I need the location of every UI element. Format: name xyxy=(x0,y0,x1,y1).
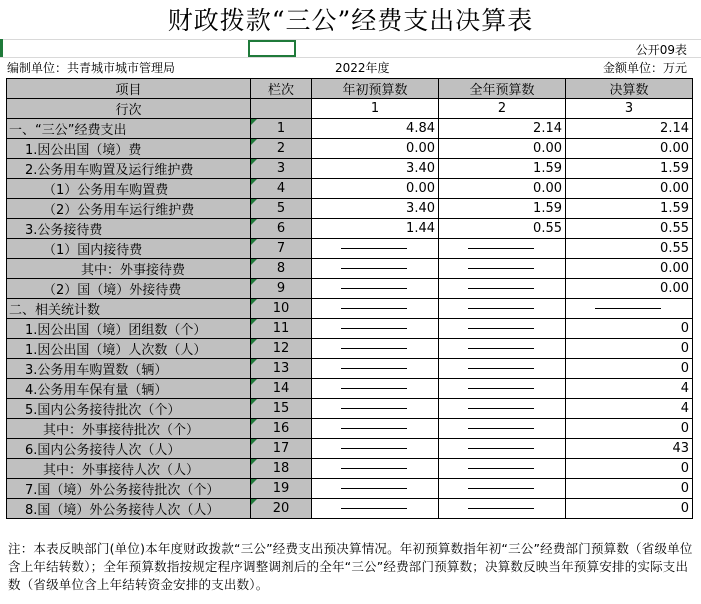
final-account-cell[interactable]: 0 xyxy=(566,339,693,359)
annual-budget-cell[interactable] xyxy=(439,239,566,259)
cell-flag-icon xyxy=(251,499,257,505)
not-applicable-dash xyxy=(468,268,534,269)
table-row xyxy=(7,179,693,199)
row-seq[interactable] xyxy=(251,259,312,279)
final-account-cell[interactable]: 43 xyxy=(566,439,693,459)
row-seq-number: 6 xyxy=(276,221,286,236)
row-label[interactable]: 7.国（境）外公务接待批次（个） xyxy=(7,479,251,499)
table-row xyxy=(7,419,693,439)
row-seq[interactable] xyxy=(251,379,312,399)
row-seq[interactable] xyxy=(251,479,312,499)
annual-budget-cell[interactable]: 1.59 xyxy=(439,159,566,179)
gridline xyxy=(0,39,701,40)
annual-budget-cell[interactable] xyxy=(439,399,566,419)
initial-budget-cell[interactable]: 4.84 xyxy=(312,119,439,139)
not-applicable-dash xyxy=(468,288,534,289)
not-applicable-dash xyxy=(468,308,534,309)
header-item[interactable]: 项目 xyxy=(7,79,251,99)
table-row xyxy=(7,299,693,319)
row-seq[interactable] xyxy=(251,319,312,339)
header-index-1[interactable]: 1 xyxy=(312,99,439,119)
table-row xyxy=(7,139,693,159)
row-seq-number: 4 xyxy=(276,181,286,196)
not-applicable-dash xyxy=(468,328,534,329)
not-applicable-dash xyxy=(341,408,407,409)
row-seq-number: 11 xyxy=(272,321,290,336)
row-label[interactable]: 1.因公出国（境）团组数（个） xyxy=(7,319,251,339)
table-row xyxy=(7,379,693,399)
not-applicable-dash xyxy=(341,248,407,249)
not-applicable-dash xyxy=(468,248,534,249)
annual-budget-cell[interactable]: 0.55 xyxy=(439,219,566,239)
not-applicable-dash xyxy=(595,308,661,309)
initial-budget-cell[interactable] xyxy=(312,479,439,499)
cell-flag-icon xyxy=(251,339,257,345)
row-seq-number: 14 xyxy=(272,381,290,396)
cell-flag-icon xyxy=(251,119,257,125)
initial-budget-cell[interactable] xyxy=(312,339,439,359)
not-applicable-dash xyxy=(468,448,534,449)
not-applicable-dash xyxy=(341,488,407,489)
row-seq[interactable] xyxy=(251,199,312,219)
table-row xyxy=(7,499,693,519)
fiscal-year: 2022年度 xyxy=(335,61,390,75)
not-applicable-dash xyxy=(468,388,534,389)
table-row xyxy=(7,459,693,479)
row-seq[interactable] xyxy=(251,279,312,299)
row-label[interactable]: 8.国（境）外公务接待人次（人） xyxy=(7,499,251,519)
row-label[interactable]: 3.公务用车购置数（辆） xyxy=(7,359,251,379)
row-label[interactable]: 3.公务接待费 xyxy=(7,219,251,239)
header-index-2[interactable]: 2 xyxy=(439,99,566,119)
header-seq-blank[interactable] xyxy=(251,99,312,119)
row-label[interactable]: 其中：外事接待费 xyxy=(7,259,251,279)
not-applicable-dash xyxy=(341,308,407,309)
row-label[interactable]: 4.公务用车保有量（辆） xyxy=(7,379,251,399)
cell-flag-icon xyxy=(251,399,257,405)
table-row xyxy=(7,279,693,299)
annual-budget-cell[interactable]: 1.59 xyxy=(439,199,566,219)
final-account-cell[interactable]: 2.14 xyxy=(566,119,693,139)
final-account-cell[interactable]: 0.00 xyxy=(566,179,693,199)
initial-budget-cell[interactable] xyxy=(312,439,439,459)
row-seq[interactable] xyxy=(251,299,312,319)
not-applicable-dash xyxy=(341,388,407,389)
row-label[interactable]: 2.公务用车购置及运行维护费 xyxy=(7,159,251,179)
final-account-cell[interactable]: 0 xyxy=(566,499,693,519)
row-seq-number: 9 xyxy=(276,281,286,296)
initial-budget-cell[interactable]: 0.00 xyxy=(312,179,439,199)
row-seq-number: 10 xyxy=(272,301,290,316)
annual-budget-cell[interactable] xyxy=(439,319,566,339)
header-final-account[interactable]: 决算数 xyxy=(566,79,693,99)
row-seq-number: 1 xyxy=(276,121,286,136)
not-applicable-dash xyxy=(341,428,407,429)
not-applicable-dash xyxy=(341,448,407,449)
not-applicable-dash xyxy=(468,488,534,489)
final-account-cell[interactable]: 4 xyxy=(566,399,693,419)
cell-flag-icon xyxy=(251,139,257,145)
row-seq[interactable] xyxy=(251,119,312,139)
annual-budget-cell[interactable]: 0.00 xyxy=(439,179,566,199)
annual-budget-cell[interactable]: 2.14 xyxy=(439,119,566,139)
annual-budget-cell[interactable] xyxy=(439,439,566,459)
row-seq-number: 19 xyxy=(272,481,290,496)
cell-flag-icon xyxy=(251,319,257,325)
table-row xyxy=(7,339,693,359)
form-code: 公开09表 xyxy=(635,43,687,57)
row-label[interactable]: 1.因公出国（境）人次数（人） xyxy=(7,339,251,359)
row-seq-number: 12 xyxy=(272,341,290,356)
row-seq-number: 17 xyxy=(272,441,290,456)
table-row xyxy=(7,479,693,499)
initial-budget-cell[interactable] xyxy=(312,299,439,319)
row-label[interactable]: 其中：外事接待批次（个） xyxy=(7,419,251,439)
initial-budget-cell[interactable] xyxy=(312,499,439,519)
row-label[interactable]: （1）国内接待费 xyxy=(7,239,251,259)
cell-flag-icon xyxy=(251,439,257,445)
final-account-cell[interactable]: 0.00 xyxy=(566,139,693,159)
final-account-cell[interactable]: 0.55 xyxy=(566,219,693,239)
row-seq[interactable] xyxy=(251,219,312,239)
row-seq-number: 2 xyxy=(276,141,286,156)
not-applicable-dash xyxy=(341,468,407,469)
not-applicable-dash xyxy=(468,508,534,509)
table-row xyxy=(7,239,693,259)
row-seq[interactable] xyxy=(251,139,312,159)
table-row xyxy=(7,159,693,179)
not-applicable-dash xyxy=(468,428,534,429)
initial-budget-cell[interactable]: 1.44 xyxy=(312,219,439,239)
expense-table xyxy=(6,78,693,519)
row-label[interactable]: 6.国内公务接待人次（人） xyxy=(7,439,251,459)
final-account-cell[interactable]: 0.00 xyxy=(566,259,693,279)
initial-budget-cell[interactable] xyxy=(312,259,439,279)
cell-flag-icon xyxy=(251,159,257,165)
cell-flag-icon xyxy=(251,419,257,425)
not-applicable-dash xyxy=(341,288,407,289)
final-account-cell[interactable]: 0.00 xyxy=(566,279,693,299)
row-seq[interactable] xyxy=(251,159,312,179)
annual-budget-cell[interactable] xyxy=(439,419,566,439)
row-seq-number: 16 xyxy=(272,421,290,436)
row-seq-number: 20 xyxy=(272,501,290,516)
cell-flag-icon xyxy=(251,359,257,365)
header-index-row xyxy=(7,99,693,119)
sheet-title: 财政拨款“三公”经费支出决算表 xyxy=(167,6,534,35)
cell-flag-icon xyxy=(251,299,257,305)
cell-flag-icon xyxy=(251,239,257,245)
cell-flag-icon xyxy=(251,259,257,265)
annual-budget-cell[interactable] xyxy=(439,339,566,359)
row-seq[interactable] xyxy=(251,239,312,259)
initial-budget-cell[interactable] xyxy=(312,419,439,439)
final-account-cell[interactable]: 1.59 xyxy=(566,199,693,219)
annual-budget-cell[interactable]: 0.00 xyxy=(439,139,566,159)
row-seq[interactable] xyxy=(251,419,312,439)
table-row xyxy=(7,399,693,419)
row-edge-marker xyxy=(0,39,3,57)
row-seq[interactable] xyxy=(251,179,312,199)
initial-budget-cell[interactable] xyxy=(312,359,439,379)
row-seq[interactable] xyxy=(251,359,312,379)
not-applicable-dash xyxy=(341,368,407,369)
table-row xyxy=(7,219,693,239)
annual-budget-cell[interactable] xyxy=(439,499,566,519)
row-seq-number: 18 xyxy=(272,461,290,476)
header-annual-budget[interactable]: 全年预算数 xyxy=(439,79,566,99)
table-row xyxy=(7,359,693,379)
table-row xyxy=(7,439,693,459)
table-row xyxy=(7,259,693,279)
compiling-unit: 编制单位：共青城市城市管理局 xyxy=(7,61,176,75)
header-initial-budget[interactable]: 年初预算数 xyxy=(312,79,439,99)
initial-budget-cell[interactable]: 3.40 xyxy=(312,199,439,219)
not-applicable-dash xyxy=(468,348,534,349)
gridline xyxy=(0,57,701,58)
initial-budget-cell[interactable] xyxy=(312,239,439,259)
header-seq[interactable]: 栏次 xyxy=(251,79,312,99)
initial-budget-cell[interactable] xyxy=(312,379,439,399)
not-applicable-dash xyxy=(341,508,407,509)
row-seq-number: 7 xyxy=(276,241,286,256)
final-account-cell[interactable]: 0 xyxy=(566,459,693,479)
final-account-cell[interactable]: 0 xyxy=(566,319,693,339)
row-seq-number: 8 xyxy=(276,261,286,276)
final-account-cell[interactable]: 0.55 xyxy=(566,239,693,259)
cell-flag-icon xyxy=(251,459,257,465)
not-applicable-dash xyxy=(341,348,407,349)
table-row xyxy=(7,199,693,219)
cell-flag-icon xyxy=(251,179,257,185)
row-seq-number: 13 xyxy=(272,361,290,376)
selected-cell[interactable] xyxy=(248,40,296,57)
header-row-index[interactable]: 行次 xyxy=(7,99,251,119)
row-seq[interactable] xyxy=(251,399,312,419)
final-account-cell[interactable] xyxy=(566,299,693,319)
final-account-cell[interactable]: 0 xyxy=(566,359,693,379)
row-label[interactable]: （2）公务用车运行维护费 xyxy=(7,199,251,219)
row-label[interactable]: 其中：外事接待人次（人） xyxy=(7,459,251,479)
row-seq-number: 3 xyxy=(276,161,286,176)
table-row xyxy=(7,319,693,339)
cell-flag-icon xyxy=(251,199,257,205)
header-index-3[interactable]: 3 xyxy=(566,99,693,119)
annual-budget-cell[interactable] xyxy=(439,299,566,319)
final-account-cell[interactable]: 4 xyxy=(566,379,693,399)
not-applicable-dash xyxy=(468,408,534,409)
table-row xyxy=(7,119,693,139)
cell-flag-icon xyxy=(251,279,257,285)
not-applicable-dash xyxy=(341,268,407,269)
annual-budget-cell[interactable] xyxy=(439,279,566,299)
row-seq[interactable] xyxy=(251,499,312,519)
initial-budget-cell[interactable] xyxy=(312,459,439,479)
initial-budget-cell[interactable] xyxy=(312,399,439,419)
row-seq[interactable] xyxy=(251,439,312,459)
cell-flag-icon xyxy=(251,479,257,485)
cell-flag-icon xyxy=(251,219,257,225)
row-label[interactable]: 二、相关统计数 xyxy=(7,299,251,319)
not-applicable-dash xyxy=(468,368,534,369)
initial-budget-cell[interactable] xyxy=(312,279,439,299)
amount-unit: 金额单位：万元 xyxy=(602,61,687,75)
header-row xyxy=(7,79,693,99)
row-label[interactable]: 一、“三公”经费支出 xyxy=(7,119,251,139)
not-applicable-dash xyxy=(468,468,534,469)
not-applicable-dash xyxy=(341,328,407,329)
row-seq-number: 5 xyxy=(276,201,286,216)
row-label[interactable]: 1.因公出国（境）费 xyxy=(7,139,251,159)
row-label[interactable]: 5.国内公务接待批次（个） xyxy=(7,399,251,419)
initial-budget-cell[interactable]: 0.00 xyxy=(312,139,439,159)
row-seq-number: 15 xyxy=(272,401,290,416)
annual-budget-cell[interactable] xyxy=(439,259,566,279)
annual-budget-cell[interactable] xyxy=(439,379,566,399)
row-seq[interactable] xyxy=(251,339,312,359)
initial-budget-cell[interactable]: 3.40 xyxy=(312,159,439,179)
final-account-cell[interactable]: 0 xyxy=(566,479,693,499)
annual-budget-cell[interactable] xyxy=(439,359,566,379)
cell-flag-icon xyxy=(251,379,257,385)
row-label[interactable]: （2）国（境）外接待费 xyxy=(7,279,251,299)
annual-budget-cell[interactable] xyxy=(439,479,566,499)
row-label[interactable]: （1）公务用车购置费 xyxy=(7,179,251,199)
row-seq[interactable] xyxy=(251,459,312,479)
final-account-cell[interactable]: 1.59 xyxy=(566,159,693,179)
final-account-cell[interactable]: 0 xyxy=(566,419,693,439)
initial-budget-cell[interactable] xyxy=(312,319,439,339)
footnote: 注：本表反映部门(单位)本年度财政拨款“三公”经费支出预决算情况。年初预算数指年初“三公”经费部门预算数（省级单位含上年结转数）；全年预算数指按规定程序调整调剂后的全年“三公”经费部门预算数；决算数反映当年预算安排的实际支出数（省级单位含上年结转资金安排的支出数）。 xyxy=(8,541,693,592)
annual-budget-cell[interactable] xyxy=(439,459,566,479)
